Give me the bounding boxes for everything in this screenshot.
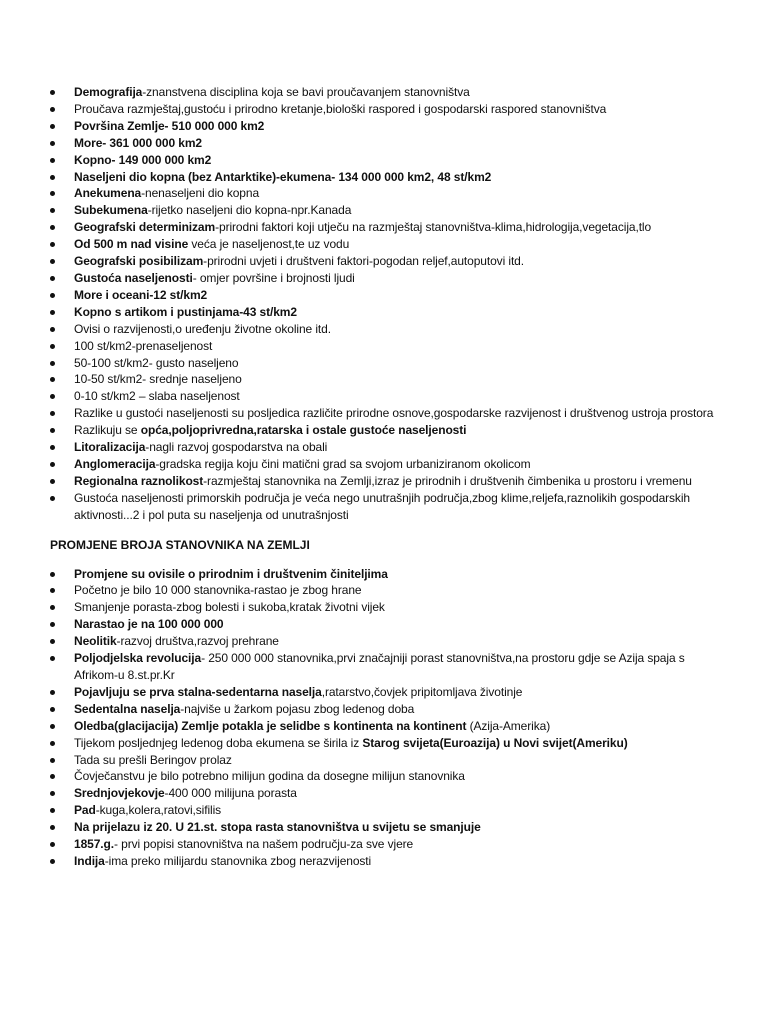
list-item xyxy=(50,135,728,152)
bullet-icon xyxy=(50,656,55,661)
list-item xyxy=(50,355,728,372)
list-item xyxy=(50,236,728,253)
bullet-icon xyxy=(50,622,55,627)
list-item xyxy=(50,253,728,270)
bold-text: Naseljeni dio kopna (bez Antarktike)-ekumena- 134 000 000 km2, 48 st/km2 xyxy=(74,169,492,184)
bullet-icon xyxy=(50,394,55,399)
body-text: ,ratarstvo,čovjek pripitomljava životinje xyxy=(321,684,523,699)
bullet-icon xyxy=(50,191,55,196)
bullet-icon xyxy=(50,107,55,112)
list-item xyxy=(50,566,728,583)
bold-text: Regionalna raznolikost xyxy=(74,473,204,488)
list-item xyxy=(50,785,728,802)
list-item xyxy=(50,219,728,236)
list-item xyxy=(50,735,728,752)
list-item xyxy=(50,752,728,769)
bullet-icon xyxy=(50,259,55,264)
body-text: -400 000 milijuna porasta xyxy=(164,786,297,801)
bullet-icon xyxy=(50,707,55,712)
bullet-icon xyxy=(50,842,55,847)
bullet-icon xyxy=(50,724,55,729)
body-text: Smanjenje porasta-zbog bolesti i sukoba,kratak životni vijek xyxy=(74,600,385,615)
bold-text: Narastao je na 100 000 000 xyxy=(74,617,224,632)
bullet-icon xyxy=(50,242,55,247)
bold-text: Pad xyxy=(74,803,96,818)
body-text: -prirodni faktori koji utječu na razmještaj stanovništva-klima,hidrologija,vegetacija,tlo xyxy=(215,220,652,235)
body-text: -ima preko milijardu stanovnika zbog nerazvijenosti xyxy=(104,853,372,868)
bullet-icon xyxy=(50,605,55,610)
list-item xyxy=(50,287,728,304)
bold-text: More i oceani-12 st/km2 xyxy=(74,287,208,302)
bullet-icon xyxy=(50,758,55,763)
bullet-icon xyxy=(50,572,55,577)
body-text: Razlike u gustoći naseljenosti su posljedica različite prirodne osnove,gospodarske razvijenost i društvenog ustroja prostora xyxy=(74,406,714,421)
list-item xyxy=(50,650,728,684)
bullet-icon xyxy=(50,774,55,779)
bold-text: Oledba(glacijacija) Zemlje potakla je selidbe s kontinenta na kontinent xyxy=(74,718,467,733)
body-text: -najviše u žarkom pojasu zbog ledenog doba xyxy=(180,701,415,716)
list-item xyxy=(50,338,728,355)
bullet-icon xyxy=(50,90,55,95)
body-text: Ovisi o razvijenosti,o uređenju životne okoline itd. xyxy=(74,321,331,336)
bullet-icon xyxy=(50,496,55,501)
body-text: -nagli razvoj gospodarstva na obali xyxy=(145,440,328,455)
bullet-icon xyxy=(50,445,55,450)
bullet-icon xyxy=(50,808,55,813)
body-text: Tada su prešli Beringov prolaz xyxy=(74,752,232,767)
bold-text: Na prijelazu iz 20. U 21.st. stopa rasta stanovništva u svijetu se smanjuje xyxy=(74,820,481,835)
list-item xyxy=(50,152,728,169)
bold-text: Demografija xyxy=(74,85,143,99)
bullet-icon xyxy=(50,208,55,213)
body-text: 100 st/km2-prenaseljenost xyxy=(74,338,213,353)
list-item xyxy=(50,405,728,422)
bold-text: Anglomeracija xyxy=(74,456,156,471)
bold-text: Litoralizacija xyxy=(74,440,146,455)
bold-text: Promjene su ovisile o prirodnim i društvenim činiteljima xyxy=(74,566,388,581)
list-item xyxy=(50,599,728,616)
list-item xyxy=(50,633,728,650)
list-item xyxy=(50,473,728,490)
bullet-icon xyxy=(50,741,55,746)
body-text: - prvi popisi stanovništva na našem području-za sve vjere xyxy=(114,837,414,852)
bullet-icon xyxy=(50,859,55,864)
bullet-icon xyxy=(50,411,55,416)
bold-text: Pojavljuju se prva stalna-sedentarna naselja xyxy=(74,684,322,699)
bullet-icon xyxy=(50,175,55,180)
body-text: 10-50 st/km2- srednje naseljeno xyxy=(74,372,242,387)
bullet-icon xyxy=(50,124,55,129)
list-item xyxy=(50,304,728,321)
bold-text: Neolitik xyxy=(74,634,117,649)
bullet-icon xyxy=(50,141,55,146)
list-item xyxy=(50,853,728,870)
bold-text: Srednjovjekovje xyxy=(74,786,165,801)
body-text: 50-100 st/km2- gusto naseljeno xyxy=(74,355,239,370)
list-item xyxy=(50,270,728,287)
body-text: 0-10 st/km2 – slaba naseljenost xyxy=(74,389,240,404)
list-item xyxy=(50,701,728,718)
bold-text: Kopno- 149 000 000 km2 xyxy=(74,152,212,167)
bullet-icon xyxy=(50,361,55,366)
body-text: (Azija-Amerika) xyxy=(466,718,551,733)
bold-text: Gustoća naseljenosti xyxy=(74,270,193,285)
bullet-icon xyxy=(50,377,55,382)
bullet-icon xyxy=(50,225,55,230)
bold-text: Anekumena xyxy=(74,186,142,201)
body-text: veća je naseljenost,te uz vodu xyxy=(188,237,350,252)
body-text: Tijekom posljednjeg ledenog doba ekumena se širila iz xyxy=(74,735,363,750)
bullet-list-demography xyxy=(50,84,728,524)
body-text: Proučava razmještaj,gustoću i prirodno kretanje,biološki raspored i gospodarski raspored stanovništva xyxy=(74,101,607,116)
body-text: -razmještaj stanovnika na Zemlji,izraz je prirodnih i društvenih čimbenika u prostoru i vremenu xyxy=(203,473,692,488)
section-title: PROMJENE BROJA STANOVNIKA NA ZEMLJI xyxy=(50,537,310,552)
list-item xyxy=(50,169,728,186)
list-item xyxy=(50,684,728,701)
list-item xyxy=(50,185,728,202)
body-text: - 250 000 000 stanovnika,prvi značajniji porast stanovništva,na prostoru gdje se Azija spaja s Afrikom-u 8.st.pr.Kr xyxy=(74,651,685,682)
bullet-icon xyxy=(50,158,55,163)
list-item xyxy=(50,101,728,118)
list-item xyxy=(50,456,728,473)
bullet-icon xyxy=(50,690,55,695)
bold-text: opća,poljoprivredna,ratarska i ostale gustoće naseljenosti xyxy=(140,423,467,438)
list-item xyxy=(50,768,728,785)
bold-text: Subekumena xyxy=(74,203,148,218)
body-text: - omjer površine i brojnosti ljudi xyxy=(192,270,355,285)
bullet-icon xyxy=(50,327,55,332)
list-item xyxy=(50,802,728,819)
bullet-icon xyxy=(50,276,55,281)
list-item xyxy=(50,202,728,219)
body-text: -kuga,kolera,ratovi,sifilis xyxy=(95,803,222,818)
body-text: -znanstvena disciplina koja se bavi proučavanjem stanovništva xyxy=(142,85,470,99)
bold-text: Kopno s artikom i pustinjama-43 st/km2 xyxy=(74,304,297,319)
list-item xyxy=(50,371,728,388)
body-text: Gustoća naseljenosti primorskih područja je veća nego unutrašnjih područja,zbog klime,reljefa,raznolikih gospodarskih aktivnosti...2 i pol puta su naselјenja od unutrašnjosti xyxy=(74,490,690,522)
body-text: -prirodni uvjeti i društveni faktori-pogodan reljef,autoputovi itd. xyxy=(203,254,524,269)
bold-text: Starog svijeta(Euroazija) u Novi svijet(Ameriku) xyxy=(362,735,628,750)
bold-text: Poljodjelska revolucija xyxy=(74,651,202,666)
list-item xyxy=(50,388,728,405)
bold-text: More- 361 000 000 km2 xyxy=(74,135,202,150)
list-item xyxy=(50,582,728,599)
body-text: -nenaseljeni dio kopna xyxy=(141,186,260,201)
bullet-icon xyxy=(50,825,55,830)
bullet-icon xyxy=(50,344,55,349)
list-item xyxy=(50,490,728,524)
body-text: Čovječanstvu je bilo potrebno milijun godina da dosegne milijun stanovnika xyxy=(74,769,465,784)
list-item xyxy=(50,616,728,633)
bullet-icon xyxy=(50,428,55,433)
bold-text: Geografski posibilizam xyxy=(74,254,204,269)
bullet-icon xyxy=(50,588,55,593)
bold-text: Površina Zemlje- 510 000 000 km2 xyxy=(74,118,265,133)
list-item xyxy=(50,439,728,456)
bullet-list-population-change xyxy=(50,566,728,870)
body-text: -gradska regija koju čini matični grad sa svojom urbaniziranom okolicom xyxy=(155,456,531,471)
bullet-icon xyxy=(50,639,55,644)
bullet-icon xyxy=(50,310,55,315)
list-item xyxy=(50,836,728,853)
bold-text: Od 500 m nad visine xyxy=(74,237,189,252)
body-text: Razlikuju se xyxy=(74,423,141,438)
bold-text: 1857.g. xyxy=(74,837,114,852)
body-text: -razvoj društva,razvoj prehrane xyxy=(116,634,279,649)
bullet-icon xyxy=(50,791,55,796)
bold-text: Sedentalna naselja xyxy=(74,701,181,716)
list-item xyxy=(50,422,728,439)
list-item xyxy=(50,118,728,135)
body-text: Početno je bilo 10 000 stanovnika-rastao je zbog hrane xyxy=(74,583,362,598)
list-item xyxy=(50,718,728,735)
list-item xyxy=(50,84,728,101)
bold-text: Geografski determinizam xyxy=(74,220,216,235)
bullet-icon xyxy=(50,293,55,298)
bullet-icon xyxy=(50,479,55,484)
bullet-icon xyxy=(50,462,55,467)
bold-text: Indija xyxy=(74,853,105,868)
list-item xyxy=(50,321,728,338)
list-item xyxy=(50,819,728,836)
body-text: -rijetko naseljeni dio kopna-npr.Kanada xyxy=(147,203,352,218)
